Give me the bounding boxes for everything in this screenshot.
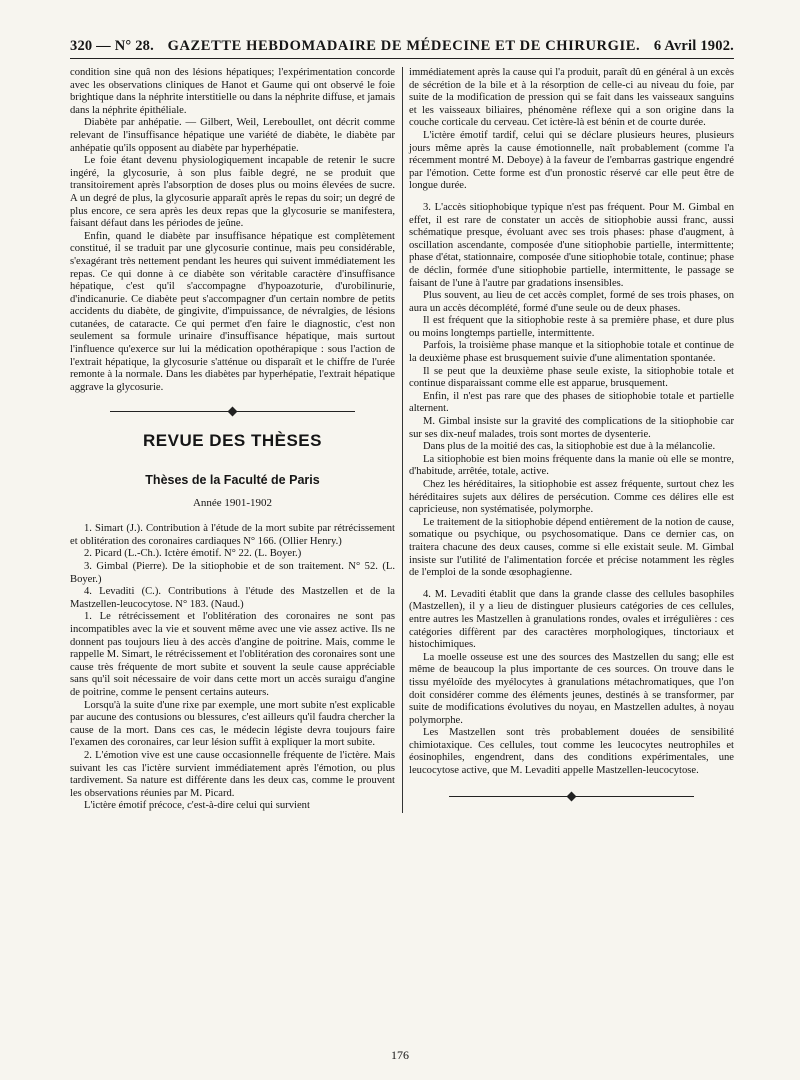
paragraph: Il se peut que la deuxième phase seule existe, la sitiophobie totale et continue disparaissant comme elle est apparue, brusquement. [409, 365, 734, 390]
page-number: 320 — N° 28. [70, 38, 154, 54]
subsection-heading: Thèses de la Faculté de Paris [145, 473, 320, 488]
paragraph: Chez les héréditaires, la sitiophobie est assez fréquente, surtout chez les héréditaires sujets aux délires de persécution. Comme ces délires elle est capricieuse, non systématisée, polymorphe. [409, 479, 734, 516]
thesis-entry: 2. Picard (L.-Ch.). Ictère émotif. N° 22. (L. Boyer.) [84, 548, 302, 560]
right-column [409, 67, 734, 813]
paragraph: La moelle osseuse est une des sources des Mastzellen du sang; elle est même de beaucoup la plus importante de ces sources. On trouve dans le tissu myéloïde des myélocytes à granulations métachromatiques, que l'on doit considérer comme des éléments jeunes, destinés à se transformer, par suite de modifications évolutives du noyau, en Mastzellen adultes, à noyau polymorphe. [409, 651, 734, 726]
paragraph: La sitiophobie est bien moins fréquente dans la manie où elle se montre, d'habitude, arrêtée, totale, active. [409, 453, 734, 478]
section-divider [70, 407, 395, 415]
paragraph: 1. Le rétrécissement et l'oblitération des coronaires ne sont pas incompatibles avec la vie et souvent même avec une vie assez active. Ils ne donnent pas toujours lieu à des accès d'angine de poitrine. Mais, comme le rappelle M. Simart, le rétrécissement et l'oblitération des coronaires sont une cause très fréquente de mort subite et souvent la seule cause appréciable sans qu'il soit nécessaire de voir dans cette mort un accès suraigu d'angine de poitrine, comme le pensent certains auteurs. [70, 611, 395, 698]
paragraph: Lorsqu'à la suite d'une rixe par exemple, une mort subite n'est explicable par aucune des contusions ou blessures, c'est ailleurs qu'il faudra chercher la cause de la mort. Dans ces cas, le médecin légiste devra toujours faire l'examen des coronaires, car leur lésion suffit à expliquer la mort subite. [70, 699, 395, 749]
academic-year: Année 1901-1902 [192, 496, 273, 509]
paragraph: Enfin, il n'est pas rare que des phases de sitiophobie totale et partielle alternent. [409, 390, 734, 415]
running-header [70, 38, 734, 59]
thesis-entry: 4. Levaditi (C.). Contributions à l'étude des Mastzellen et de la Mastzellen-leucocytose. N° 183. (Naud.) [70, 586, 395, 610]
journal-title: GAZETTE HEBDOMADAIRE DE MÉDECINE ET DE CHIRURGIE. [167, 38, 641, 54]
paragraph: 4. M. Levaditi établit que dans la grande classe des cellules basophiles (Mastzellen), il y a lieu de distinguer plusieurs catégories de ces cellules, entre autres les Mastzellen à granulations rondes, ovales et irrégulières : ces catégories diffèrent par des caractères morphologiques, tinctoriaux et histochimiques. [409, 588, 734, 651]
paragraph: Diabète par anhépatie. — Gilbert, Weil, Lereboullet, ont décrit comme relevant de l'insuffisance hépatique une variété de diabète, le diabète par anhépatie qu'ils opposent au diabète par hyperhépatie. [70, 117, 395, 154]
paragraph: Il est fréquent que la sitiophobie reste à sa première phase, et dure plus ou moins longtemps partielle, intermittente. [409, 315, 734, 339]
paragraph: Le foie étant devenu physiologiquement incapable de retenir le sucre ingéré, la glycosurie, à son plus faible degré, ne se produit que transitoirement après l'absorption de doses plus ou moins élevées de sucre. A un degré de plus, la glycosurie apparaît après le repas du soir; un degré de plus encore, ce sera après les deux repas que la glycosurie se manifestera, faisant défaut dans les périodes de jeûne. [70, 155, 395, 230]
thesis-entry: 3. Gimbal (Pierre). De la sitiophobie et de son traitement. N° 52. (L. Boyer.) [70, 561, 395, 585]
thesis-entry: 1. Simart (J.). Contribution à l'étude de la mort subite par rétrécissement et oblitération des coronaires cardiaques N° 166. (Ollier Henry.) [70, 523, 395, 547]
section-heading: REVUE DES THÈSES [143, 431, 322, 451]
two-column-body [70, 67, 734, 813]
folio-number: 176 [391, 1048, 409, 1062]
issue-date: 6 Avril 1902. [653, 38, 734, 54]
paragraph: 3. L'accès sitiophobique typique n'est pas fréquent. Pour M. Gimbal en effet, il est rare de constater un accès de sitiophobie aussi franc, aussi schématique presque, évoluant avec ses trois phases: phase d'augment, à oscillation ascendante, composée d'une sitiophobie partielle, intermittente; phase d'état, stationnaire, composée d'une sitiophobie totale, continue; phase de déclin, formée d'une sitiophobie partielle, intermittente, le passage se faisant de l'une à l'autre par gradations insensibles. [409, 201, 734, 289]
paragraph: M. Gimbal insiste sur la gravité des complications de la sitiophobie car sur ses dix-neuf malades, trois sont mortes de dysenterie. [409, 416, 734, 440]
end-divider [409, 792, 734, 800]
paragraph: Enfin, quand le diabète par insuffisance hépatique est complètement constitué, il se traduit par une glycosurie continue, mais peu considérable, s'exagérant très nettement pendant les heures qui suivent immédiatement les repas. Ce qui donne à ce diabète son véritable caractère d'insuffisance hépatique, c'est qu'il s'accompagne d'hypoazoturie, d'urobilinurie, d'indicanurie. Ce diabète peut s'accompagner d'un certain nombre de petits accidents du diabète, de gingivite, d'impuissance, de névralgies, de lésions cutanées, de cataracte. Ce qui permet d'en faire le diagnostic, c'est non seulement sa formule urinaire d'insuffisance hépatique, mais surtout l'influence qu'exerce sur lui la médication opothérapique : sous l'action de l'extrait hépatique, la glycosurie s'atténue ou disparaît et le chiffre de l'urée remonte à la normale. Dans les diabètes par hyperhépatie, l'extrait hépatique aggrave la glycosurie. [70, 230, 395, 393]
paragraph: L'ictère émotif tardif, celui qui se déclare plusieurs heures, plusieurs jours même après la cause émotionnelle, naît probablement (comme l'a récemment montré M. Deboye) à la faveur de l'embarras gastrique engendré par l'émotion. Cette forme est d'un pronostic réservé car elle peut être de longue durée. [409, 129, 734, 192]
diamond-ornament-icon [567, 791, 577, 801]
paragraph: Les Mastzellen sont très probablement douées de sensibilité chimiotaxique. Ces cellules, tout comme les leucocytes neutrophiles et éosinophiles, engendrent, dans des conditions expérimentales, une leucocytose active, que M. Levaditi appelle Mastzellen-leucocytose. [409, 727, 734, 777]
paragraph: L'ictère émotif précoce, c'est-à-dire celui qui survient [84, 800, 310, 812]
left-column [70, 67, 395, 813]
paragraph: condition sine quâ non des lésions hépatiques; l'expérimentation concorde avec les observations cliniques de Hanot et Gaume qui ont observé le foie brightique dans la néphrite interstitielle ou dans la néphrite diffuse, et jamais dans la néphrite épithéliale. [70, 67, 395, 116]
paragraph: Dans plus de la moitié des cas, la sitiophobie est due à la mélancolie. [423, 441, 716, 453]
paragraph: immédiatement après la cause qui l'a produit, paraît dû en général à un excès de sécrétion de la bile et à la résorption de celle-ci au niveau du foie, par suite de la modification de pression qui se fait dans les vaisseaux sanguins et les vaisseaux biliaires, phénomène réflexe qui a son origine dans la couche corticale du cerveau. Cet ictère-là est bénin et de courte durée. [409, 67, 734, 129]
paragraph: Plus souvent, au lieu de cet accès complet, formé de ses trois phases, on aura un accès décomplété, formé d'une seule ou de deux phases. [409, 290, 734, 314]
paragraph: Parfois, la troisième phase manque et la sitiophobie totale et continue de la deuxième phase est brusquement suivie d'une alimentation spontanée. [409, 340, 734, 365]
paragraph: Le traitement de la sitiophobie dépend entièrement de la notion de cause, somatique ou psychique, ou psychosomatique. Dans ce dernier cas, on traitera chacune des deux causes, comme si elle existait seule. M. Gimbal insiste sur l'utilité de l'alimentation forcée et précise notamment les règles de l'emploi de la sonde œsophagienne. [409, 516, 734, 579]
paragraph: 2. L'émotion vive est une cause occasionnelle fréquente de l'ictère. Mais suivant les cas l'ictère survient immédiatement après l'émotion, ou plus tardivement. Sa nature est différente dans les deux cas, comme le prouvent les observations réunies par M. Picard. [70, 749, 395, 799]
diamond-ornament-icon [228, 407, 238, 417]
